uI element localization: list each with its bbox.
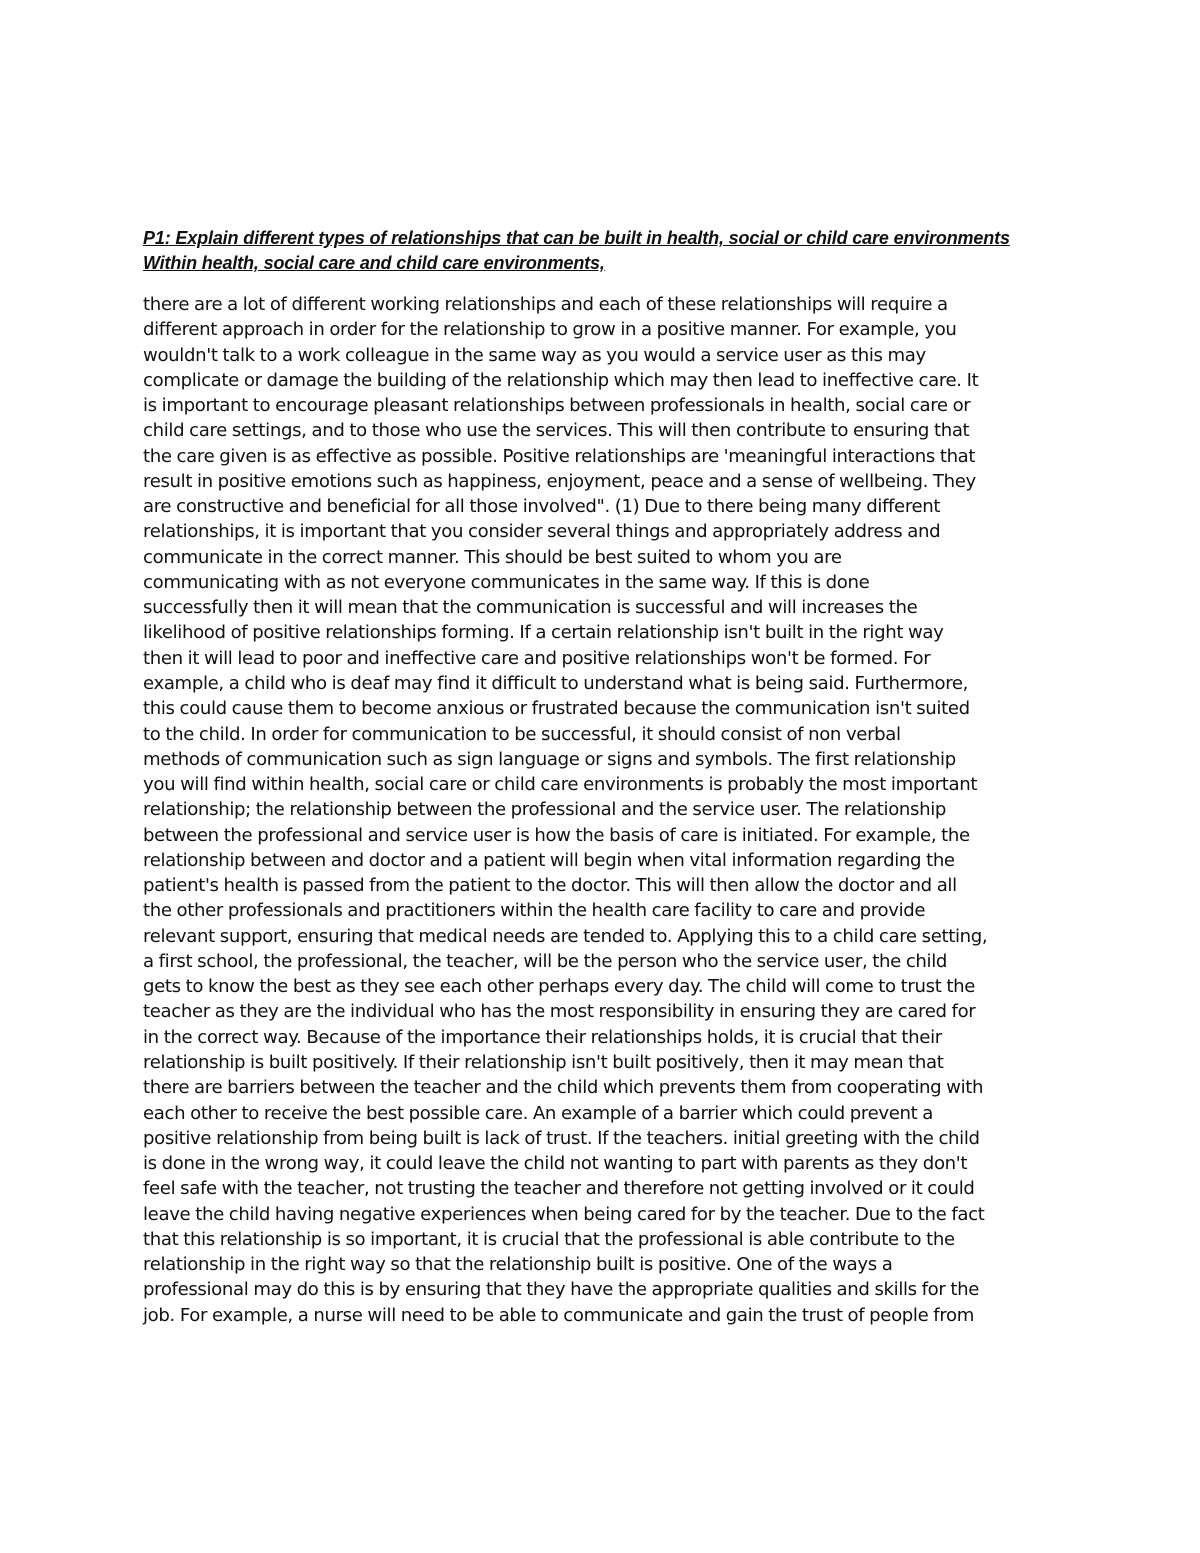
body-text: [143, 292, 1060, 1328]
body-line: there are barriers between the teacher and the child which prevents them from cooperating with: [143, 1077, 984, 1099]
body-line: are constructive and beneficial for all those involved". (1) Due to there being many different: [143, 496, 941, 518]
body-line: the other professionals and practitioners within the health care facility to care and provide: [143, 900, 926, 922]
body-line: wouldn't talk to a work colleague in the same way as you would a service user as this may: [143, 344, 926, 366]
body-line: is important to encourage pleasant relationships between professionals in health, social care or: [143, 395, 971, 417]
body-line: each other to receive the best possible care. An example of a barrier which could prevent a: [143, 1102, 934, 1124]
body-line: relevant support, ensuring that medical needs are tended to. Applying this to a child care setting,: [143, 925, 988, 947]
body-line: teacher as they are the individual who has the most responsibility in ensuring they are cared for: [143, 1001, 976, 1023]
body-line: that this relationship is so important, it is crucial that the professional is able contribute to the: [143, 1228, 955, 1250]
body-line: you will find within health, social care or child care environments is probably the most important: [143, 774, 978, 796]
body-line: professional may do this is by ensuring that they have the appropriate qualities and skills for the: [143, 1279, 980, 1301]
body-line: relationship is built positively. If their relationship isn't built positively, then it may mean that: [143, 1051, 944, 1073]
body-line: relationships, it is important that you consider several things and appropriately address and: [143, 521, 941, 543]
body-line: between the professional and service user is how the basis of care is initiated. For example, the: [143, 824, 970, 846]
body-line: likelihood of positive relationships forming. If a certain relationship isn't built in the right way: [143, 622, 944, 644]
body-line: then it will lead to poor and ineffective care and positive relationships won't be formed. For: [143, 647, 931, 669]
body-line: result in positive emotions such as happiness, enjoyment, peace and a sense of wellbeing. They: [143, 470, 976, 492]
page-heading: P1: Explain different types of relationships that can be built in health, social or child care environments Within health, social care and child care environments,: [143, 228, 1010, 273]
body-line: gets to know the best as they see each other perhaps every day. The child will come to trust the: [143, 976, 975, 998]
body-line: different approach in order for the relationship to grow in a positive manner. For example, you: [143, 319, 957, 341]
body-line: a first school, the professional, the teacher, will be the person who the service user, the child: [143, 950, 948, 972]
body-line: is done in the wrong way, it could leave the child not wanting to part with parents as they don't: [143, 1153, 968, 1175]
body-line: positive relationship from being built is lack of trust. If the teachers. initial greeting with the child: [143, 1127, 980, 1149]
body-line: to the child. In order for communication to be successful, it should consist of non verbal: [143, 723, 901, 745]
body-line: methods of communication such as sign language or signs and symbols. The first relationship: [143, 748, 956, 770]
body-line: communicate in the correct manner. This should be best suited to whom you are: [143, 546, 842, 568]
body-line: job. For example, a nurse will need to be able to communicate and gain the trust of people from: [143, 1304, 975, 1326]
body-line: complicate or damage the building of the relationship which may then lead to ineffective care. It: [143, 369, 979, 391]
body-line: child care settings, and to those who use the services. This will then contribute to ensuring that: [143, 420, 970, 442]
body-line: feel safe with the teacher, not trusting the teacher and therefore not getting involved or it could: [143, 1178, 975, 1200]
body-line: patient's health is passed from the patient to the doctor. This will then allow the doctor and all: [143, 875, 957, 897]
body-line: relationship in the right way so that the relationship built is positive. One of the ways a: [143, 1254, 893, 1276]
body-line: successfully then it will mean that the communication is successful and will increases the: [143, 597, 918, 619]
body-line: this could cause them to become anxious or frustrated because the communication isn't suited: [143, 698, 970, 720]
body-line: leave the child having negative experiences when being cared for by the teacher. Due to the fact: [143, 1203, 985, 1225]
body-line: communicating with as not everyone communicates in the same way. If this is done: [143, 571, 870, 593]
body-line: example, a child who is deaf may find it difficult to understand what is being said. Furthermore,: [143, 672, 969, 694]
body-line: the care given is as effective as possible. Positive relationships are 'meaningful interactions that: [143, 445, 976, 467]
body-line: in the correct way. Because of the importance their relationships holds, it is crucial that their: [143, 1026, 942, 1048]
body-line: relationship between and doctor and a patient will begin when vital information regarding the: [143, 849, 955, 871]
body-line: relationship; the relationship between the professional and the service user. The relationship: [143, 799, 947, 821]
body-line: there are a lot of different working relationships and each of these relationships will require a: [143, 294, 948, 315]
